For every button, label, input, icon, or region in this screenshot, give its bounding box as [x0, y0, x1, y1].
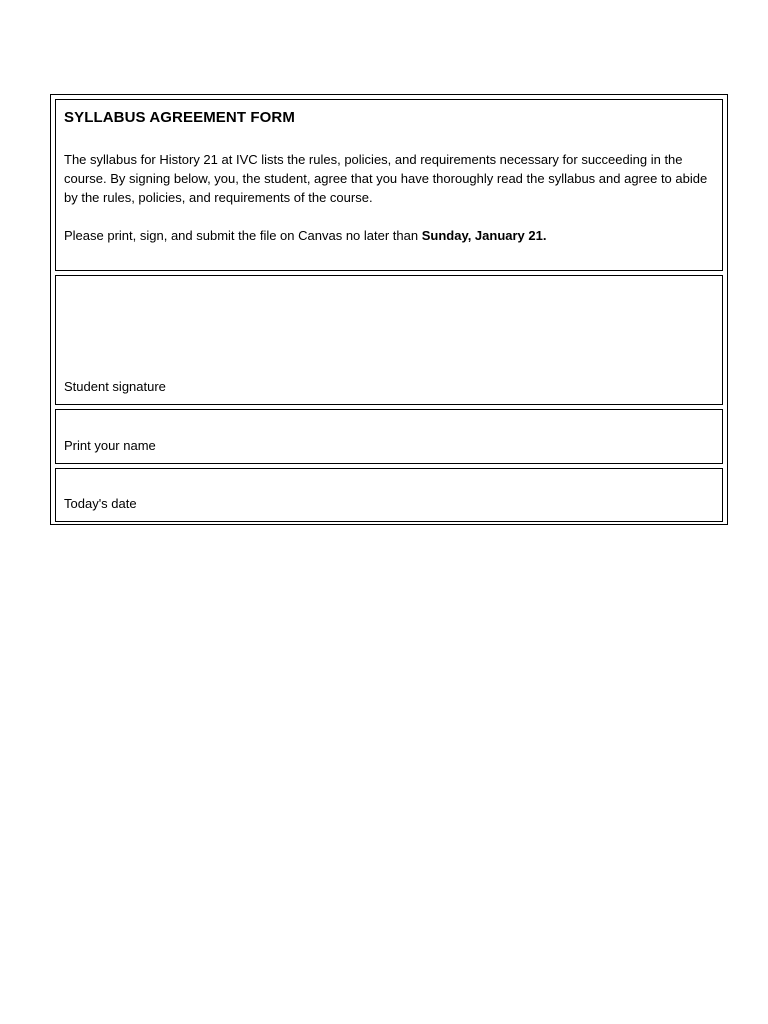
deadline-text — [64, 226, 546, 245]
agreement-form-table — [50, 94, 728, 525]
signature-label: Student signature — [64, 379, 166, 394]
deadline-instruction: Please print, sign, and submit the file on Canvas no later than — [64, 228, 422, 243]
name-field[interactable] — [55, 409, 723, 464]
deadline-date: Sunday, January 21. — [421, 228, 547, 243]
name-label: Print your name — [64, 438, 156, 453]
form-body-text: The syllabus for History 21 at IVC lists the rules, policies, and requirements necessary for succeeding in the course. By signing below, you, the student, agree that you have thoroughly read the syllabus and agree to abide by the rules, policies, and requirements of the course. — [64, 152, 708, 205]
signature-field[interactable] — [55, 275, 723, 405]
date-field[interactable] — [55, 468, 723, 522]
form-title: SYLLABUS AGREEMENT FORM — [64, 109, 295, 126]
date-label: Today's date — [64, 496, 137, 511]
form-intro-cell — [55, 99, 723, 271]
